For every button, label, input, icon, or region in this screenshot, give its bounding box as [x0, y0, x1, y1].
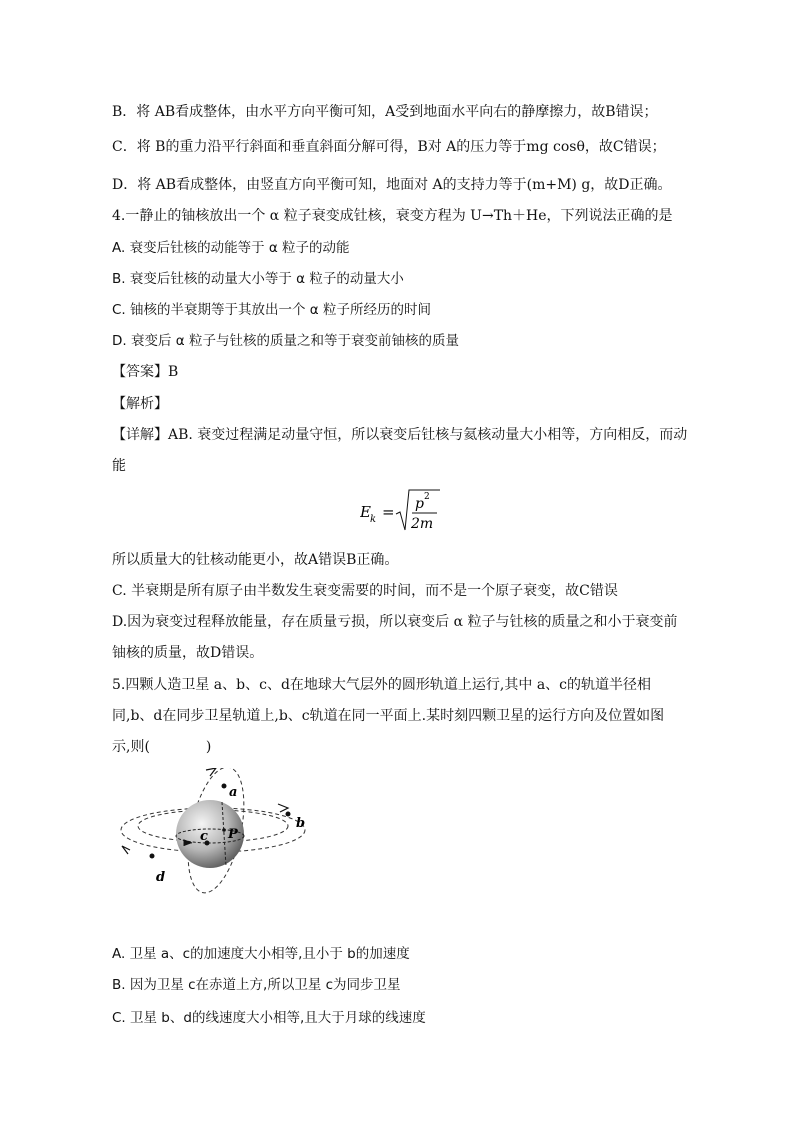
label-c: c: [200, 829, 208, 844]
explanation-line: D.因为衰变过程释放能量，存在质量亏损，所以衰变后 α 粒子与钍核的质量之和小于衰变前: [112, 614, 678, 630]
option-c: C. 铀核的半衰期等于其放出一个 α 粒子所经历的时间: [112, 302, 431, 318]
formula-subscript: k: [370, 514, 377, 525]
option-c: C. 卫星 b、d的线速度大小相等,且大于月球的线速度: [112, 1010, 426, 1026]
formula-superscript: 2: [424, 492, 430, 502]
kinetic-energy-formula: [360, 486, 470, 536]
label-b: b: [296, 816, 306, 831]
option-a: A. 衰变后钍核的动能等于 α 粒子的动能: [112, 240, 350, 256]
label-d: d: [156, 870, 166, 885]
formula-equals: =: [382, 503, 395, 521]
question-stem: 示,则( ): [112, 739, 212, 755]
question-stem: 同,b、d在同步卫星轨道上,b、c轨道在同一平面上.某时刻四颗卫星的运行方向及位置如图: [112, 708, 665, 724]
explanation-line: 【详解】AB. 衰变过程满足动量守恒，所以衰变后钍核与氦核动量大小相等，方向相反，而动: [112, 427, 688, 443]
question-stem: 5.四颗人造卫星 a、b、c、d在地球大气层外的圆形轨道上运行,其中 a、c的轨道半径相: [112, 677, 652, 693]
arrow-d-icon: [122, 846, 130, 854]
text-line: C．将 B的重力沿平行斜面和垂直斜面分解可得，B对 A的压力等于mg cosθ，故C错误；: [112, 139, 666, 155]
option-b: B. 因为卫星 c在赤道上方,所以卫星 c为同步卫星: [112, 977, 401, 993]
option-b: B. 衰变后钍核的动量大小等于 α 粒子的动量大小: [112, 271, 404, 287]
label-p: P: [228, 827, 238, 842]
satellite-b: [286, 812, 291, 817]
arrow-b-icon: [278, 804, 288, 812]
formula-numerator: p: [415, 496, 424, 512]
explanation-line: C. 半衰期是所有原子由半数发生衰变需要的时间，而不是一个原子衰变，故C错误: [112, 583, 618, 599]
satellite-d: [150, 854, 155, 859]
label-a: a: [229, 785, 238, 800]
option-a: A. 卫星 a、c的加速度大小相等,且小于 b的加速度: [112, 946, 410, 962]
satellite-orbit-figure: [118, 768, 318, 908]
arrow-a-icon: [206, 768, 216, 776]
option-d: D. 衰变后 α 粒子与钍核的质量之和等于衰变前铀核的质量: [112, 333, 459, 349]
point-p: [222, 828, 226, 832]
text-line: D．将 AB看成整体，由竖直方向平衡可知，地面对 A的支持力等于(m+M) g，故D正确。: [112, 177, 672, 193]
satellite-a: [222, 784, 227, 789]
text-line: B．将 AB看成整体，由水平方向平衡可知，A受到地面水平向右的静摩擦力，故B错误；: [112, 104, 658, 120]
analysis-heading: 【解析】: [112, 396, 168, 412]
answer-label: 【答案】B: [112, 364, 179, 380]
formula-lhs: E: [360, 503, 371, 521]
explanation-line: 能: [112, 458, 126, 474]
explanation-line: 铀核的质量，故D错误。: [112, 645, 264, 661]
formula-denominator: 2m: [411, 516, 434, 532]
question-stem: 4.一静止的铀核放出一个 α 粒子衰变成钍核，衰变方程为 U→Th＋He，下列说法正确的是: [112, 208, 673, 224]
explanation-line: 所以质量大的钍核动能更小，故A错误B正确。: [112, 552, 399, 568]
